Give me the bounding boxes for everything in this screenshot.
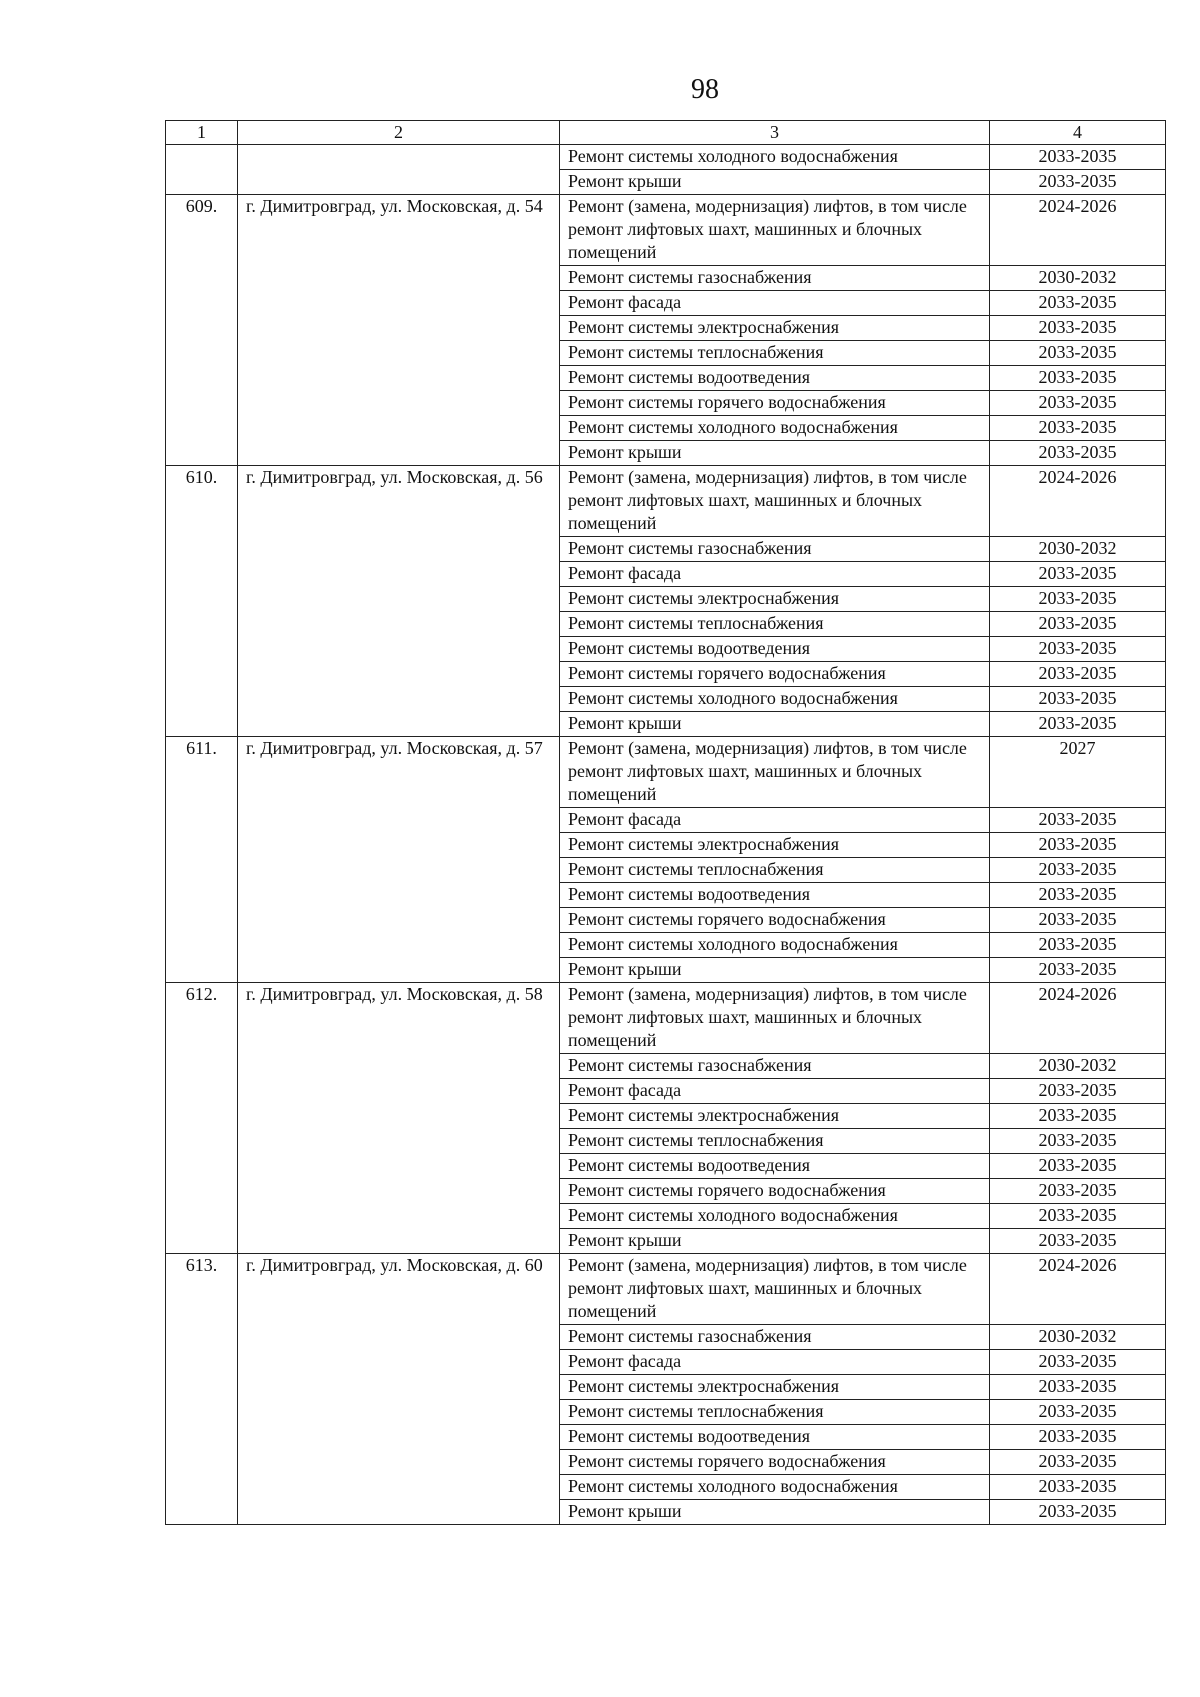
work-type-cell: Ремонт системы холодного водоснабжения bbox=[560, 416, 990, 441]
work-period-cell: 2033-2035 bbox=[990, 341, 1166, 366]
table-row bbox=[166, 466, 1166, 537]
work-type-cell: Ремонт системы водоотведения bbox=[560, 1425, 990, 1450]
page-number: 98 bbox=[691, 74, 719, 105]
work-type-cell: Ремонт крыши bbox=[560, 712, 990, 737]
work-period-cell: 2033-2035 bbox=[990, 316, 1166, 341]
building-number-cell: 613. bbox=[166, 1254, 238, 1525]
work-type-cell: Ремонт системы водоотведения bbox=[560, 1154, 990, 1179]
work-period-cell: 2033-2035 bbox=[990, 562, 1166, 587]
work-type-cell: Ремонт системы электроснабжения bbox=[560, 833, 990, 858]
work-period-cell: 2033-2035 bbox=[990, 1350, 1166, 1375]
work-period-cell: 2030-2032 bbox=[990, 1054, 1166, 1079]
work-type-cell: Ремонт системы холодного водоснабжения bbox=[560, 1475, 990, 1500]
work-period-cell: 2033-2035 bbox=[990, 441, 1166, 466]
work-type-cell: Ремонт системы теплоснабжения bbox=[560, 858, 990, 883]
work-type-cell: Ремонт (замена, модернизация) лифтов, в том числе ремонт лифтовых шахт, машинных и блочных помещений bbox=[560, 737, 990, 808]
building-number-cell: 612. bbox=[166, 983, 238, 1254]
table-row bbox=[166, 737, 1166, 808]
work-period-cell: 2033-2035 bbox=[990, 1129, 1166, 1154]
work-period-cell: 2033-2035 bbox=[990, 1475, 1166, 1500]
work-period-cell: 2033-2035 bbox=[990, 858, 1166, 883]
header-cell-4: 4 bbox=[990, 121, 1166, 145]
work-period-cell: 2033-2035 bbox=[990, 933, 1166, 958]
work-period-cell: 2033-2035 bbox=[990, 291, 1166, 316]
building-address-cell: г. Димитровград, ул. Московская, д. 54 bbox=[238, 195, 560, 466]
work-type-cell: Ремонт (замена, модернизация) лифтов, в том числе ремонт лифтовых шахт, машинных и блочных помещений bbox=[560, 1254, 990, 1325]
work-type-cell: Ремонт системы водоотведения bbox=[560, 637, 990, 662]
work-period-cell: 2027 bbox=[990, 737, 1166, 808]
work-period-cell: 2033-2035 bbox=[990, 391, 1166, 416]
building-address-cell: г. Димитровград, ул. Московская, д. 56 bbox=[238, 466, 560, 737]
work-period-cell: 2033-2035 bbox=[990, 1204, 1166, 1229]
building-number-cell: 611. bbox=[166, 737, 238, 983]
building-number-cell: 609. bbox=[166, 195, 238, 466]
work-type-cell: Ремонт системы горячего водоснабжения bbox=[560, 662, 990, 687]
work-type-cell: Ремонт системы теплоснабжения bbox=[560, 1129, 990, 1154]
work-period-cell: 2033-2035 bbox=[990, 687, 1166, 712]
work-type-cell: Ремонт системы холодного водоснабжения bbox=[560, 145, 990, 170]
work-period-cell: 2033-2035 bbox=[990, 1500, 1166, 1525]
work-period-cell: 2033-2035 bbox=[990, 1104, 1166, 1129]
header-cell-1: 1 bbox=[166, 121, 238, 145]
work-type-cell: Ремонт системы электроснабжения bbox=[560, 587, 990, 612]
building-number-cell: 610. bbox=[166, 466, 238, 737]
work-period-cell: 2033-2035 bbox=[990, 587, 1166, 612]
header-row bbox=[166, 121, 1166, 145]
work-type-cell: Ремонт фасада bbox=[560, 291, 990, 316]
work-type-cell: Ремонт системы холодного водоснабжения bbox=[560, 933, 990, 958]
building-number-cell bbox=[166, 145, 238, 195]
table-row bbox=[166, 195, 1166, 266]
work-type-cell: Ремонт крыши bbox=[560, 958, 990, 983]
work-type-cell: Ремонт системы холодного водоснабжения bbox=[560, 687, 990, 712]
work-period-cell: 2024-2026 bbox=[990, 983, 1166, 1054]
work-type-cell: Ремонт (замена, модернизация) лифтов, в том числе ремонт лифтовых шахт, машинных и блочных помещений bbox=[560, 195, 990, 266]
work-type-cell: Ремонт системы электроснабжения bbox=[560, 1104, 990, 1129]
work-type-cell: Ремонт системы теплоснабжения bbox=[560, 341, 990, 366]
building-address-cell: г. Димитровград, ул. Московская, д. 57 bbox=[238, 737, 560, 983]
work-period-cell: 2033-2035 bbox=[990, 416, 1166, 441]
work-period-cell: 2033-2035 bbox=[990, 1400, 1166, 1425]
work-type-cell: Ремонт крыши bbox=[560, 441, 990, 466]
work-type-cell: Ремонт (замена, модернизация) лифтов, в том числе ремонт лифтовых шахт, машинных и блочных помещений bbox=[560, 983, 990, 1054]
work-period-cell: 2033-2035 bbox=[990, 662, 1166, 687]
table-row bbox=[166, 145, 1166, 170]
work-type-cell: Ремонт крыши bbox=[560, 170, 990, 195]
work-period-cell: 2030-2032 bbox=[990, 1325, 1166, 1350]
work-period-cell: 2033-2035 bbox=[990, 808, 1166, 833]
work-type-cell: Ремонт системы горячего водоснабжения bbox=[560, 1450, 990, 1475]
work-period-cell: 2033-2035 bbox=[990, 145, 1166, 170]
repair-schedule-table bbox=[165, 120, 1166, 1525]
work-type-cell: Ремонт системы горячего водоснабжения bbox=[560, 391, 990, 416]
work-period-cell: 2033-2035 bbox=[990, 612, 1166, 637]
work-type-cell: Ремонт системы водоотведения bbox=[560, 883, 990, 908]
work-type-cell: Ремонт фасада bbox=[560, 1079, 990, 1104]
work-period-cell: 2033-2035 bbox=[990, 366, 1166, 391]
work-type-cell: Ремонт крыши bbox=[560, 1500, 990, 1525]
work-period-cell: 2033-2035 bbox=[990, 1425, 1166, 1450]
work-type-cell: Ремонт системы электроснабжения bbox=[560, 1375, 990, 1400]
work-period-cell: 2033-2035 bbox=[990, 1179, 1166, 1204]
work-period-cell: 2033-2035 bbox=[990, 712, 1166, 737]
work-type-cell: Ремонт системы теплоснабжения bbox=[560, 1400, 990, 1425]
work-period-cell: 2033-2035 bbox=[990, 1450, 1166, 1475]
work-type-cell: Ремонт системы газоснабжения bbox=[560, 1054, 990, 1079]
work-type-cell: Ремонт системы горячего водоснабжения bbox=[560, 908, 990, 933]
header-cell-2: 2 bbox=[238, 121, 560, 145]
work-period-cell: 2033-2035 bbox=[990, 958, 1166, 983]
work-type-cell: Ремонт системы газоснабжения bbox=[560, 1325, 990, 1350]
work-type-cell: Ремонт (замена, модернизация) лифтов, в том числе ремонт лифтовых шахт, машинных и блочных помещений bbox=[560, 466, 990, 537]
work-type-cell: Ремонт системы газоснабжения bbox=[560, 266, 990, 291]
work-type-cell: Ремонт фасада bbox=[560, 1350, 990, 1375]
work-period-cell: 2033-2035 bbox=[990, 170, 1166, 195]
work-period-cell: 2033-2035 bbox=[990, 1079, 1166, 1104]
work-type-cell: Ремонт фасада bbox=[560, 808, 990, 833]
work-type-cell: Ремонт системы водоотведения bbox=[560, 366, 990, 391]
work-type-cell: Ремонт крыши bbox=[560, 1229, 990, 1254]
work-type-cell: Ремонт системы холодного водоснабжения bbox=[560, 1204, 990, 1229]
work-period-cell: 2033-2035 bbox=[990, 1154, 1166, 1179]
work-period-cell: 2033-2035 bbox=[990, 908, 1166, 933]
building-address-cell: г. Димитровград, ул. Московская, д. 60 bbox=[238, 1254, 560, 1525]
work-type-cell: Ремонт системы теплоснабжения bbox=[560, 612, 990, 637]
work-type-cell: Ремонт системы горячего водоснабжения bbox=[560, 1179, 990, 1204]
building-address-cell bbox=[238, 145, 560, 195]
table-row bbox=[166, 983, 1166, 1054]
work-type-cell: Ремонт фасада bbox=[560, 562, 990, 587]
work-type-cell: Ремонт системы электроснабжения bbox=[560, 316, 990, 341]
header-cell-3: 3 bbox=[560, 121, 990, 145]
work-type-cell: Ремонт системы газоснабжения bbox=[560, 537, 990, 562]
work-period-cell: 2033-2035 bbox=[990, 1229, 1166, 1254]
work-period-cell: 2033-2035 bbox=[990, 883, 1166, 908]
work-period-cell: 2030-2032 bbox=[990, 537, 1166, 562]
work-period-cell: 2033-2035 bbox=[990, 1375, 1166, 1400]
work-period-cell: 2024-2026 bbox=[990, 1254, 1166, 1325]
work-period-cell: 2030-2032 bbox=[990, 266, 1166, 291]
work-period-cell: 2024-2026 bbox=[990, 466, 1166, 537]
work-period-cell: 2033-2035 bbox=[990, 637, 1166, 662]
table-body bbox=[166, 121, 1166, 1525]
work-period-cell: 2033-2035 bbox=[990, 833, 1166, 858]
table-row bbox=[166, 1254, 1166, 1325]
building-address-cell: г. Димитровград, ул. Московская, д. 58 bbox=[238, 983, 560, 1254]
work-period-cell: 2024-2026 bbox=[990, 195, 1166, 266]
